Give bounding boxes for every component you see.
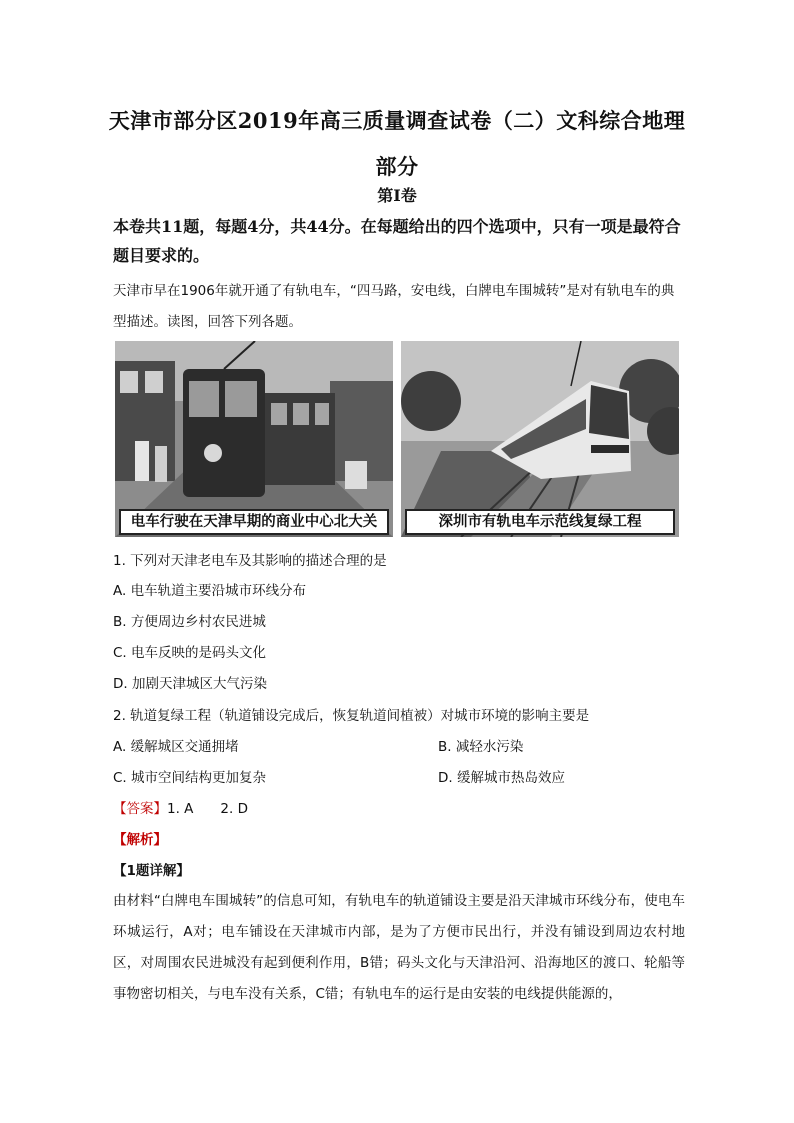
analysis-label: 【解析】 <box>113 832 167 848</box>
question-2-stem: 2. 轨道复绿工程（轨道铺设完成后，恢复轨道间植被）对城市环境的影响主要是 <box>113 708 590 724</box>
question-1-stem: 1. 下列对天津老电车及其影响的描述合理的是 <box>113 553 387 569</box>
question-2-option-a: A. 缓解城区交通拥堵 <box>113 739 239 755</box>
figure-caption-modern-tram: 深圳市有轨电车示范线复绿工程 <box>405 509 675 535</box>
figure-old-tram <box>115 341 393 537</box>
question-1-option-b: B. 方便周边乡村农民进城 <box>113 614 266 630</box>
question-1-option-d: D. 加剧天津城区大气污染 <box>113 676 267 692</box>
answer-label: 【答案】 <box>113 801 167 817</box>
figure-caption-old-tram: 电车行驶在天津早期的商业中心北大关 <box>119 509 389 535</box>
instructions: 本卷共11题，每题4分，共44分。在每题给出的四个选项中，只有一项是最符合题目要求的。 <box>113 217 681 265</box>
answer-text: 1. A 2. D <box>167 801 248 817</box>
explanation-paragraph: 由材料“白牌电车围城转”的信息可知，有轨电车的轨道铺设主要是沿天津城市环线分布，使电车环城运行，A对；电车铺设在天津城市内部，是为了方便市民出行，并没有铺设到周边农村地区，对周围农民进城没有起到便利作用，B错；码头文化与天津沿河、沿海地区的渡口、轮船等事物密切相关，与电车没有关系，C错；有轨电车的运行是由安装的电线提供能源的， <box>113 893 685 1002</box>
question-2-option-c: C. 城市空间结构更加复杂 <box>113 770 267 786</box>
figure-modern-tram <box>401 341 679 537</box>
answer-line <box>113 799 693 819</box>
question-2-option-d: D. 缓解城市热岛效应 <box>438 770 565 786</box>
question-1-option-a: A. 电车轨道主要沿城市环线分布 <box>113 583 307 599</box>
question-2-options-row-1 <box>113 737 693 757</box>
detail-label: 【1题详解】 <box>113 863 190 879</box>
question-2-option-b: B. 减轻水污染 <box>438 739 524 755</box>
intro-paragraph: 天津市早在1906年就开通了有轨电车，“四马路，安电线，白牌电车围城转”是对有轨电车的典型描述。读图，回答下列各题。 <box>113 283 675 330</box>
page-title: 天津市部分区2019年高三质量调查试卷（二）文科综合地理部分 <box>108 108 686 179</box>
question-2-options-row-2 <box>113 768 693 788</box>
section-heading: 第Ⅰ卷 <box>377 186 417 205</box>
old-tram-photo <box>115 341 393 537</box>
question-1-option-c: C. 电车反映的是码头文化 <box>113 645 267 661</box>
modern-tram-photo <box>401 341 679 537</box>
